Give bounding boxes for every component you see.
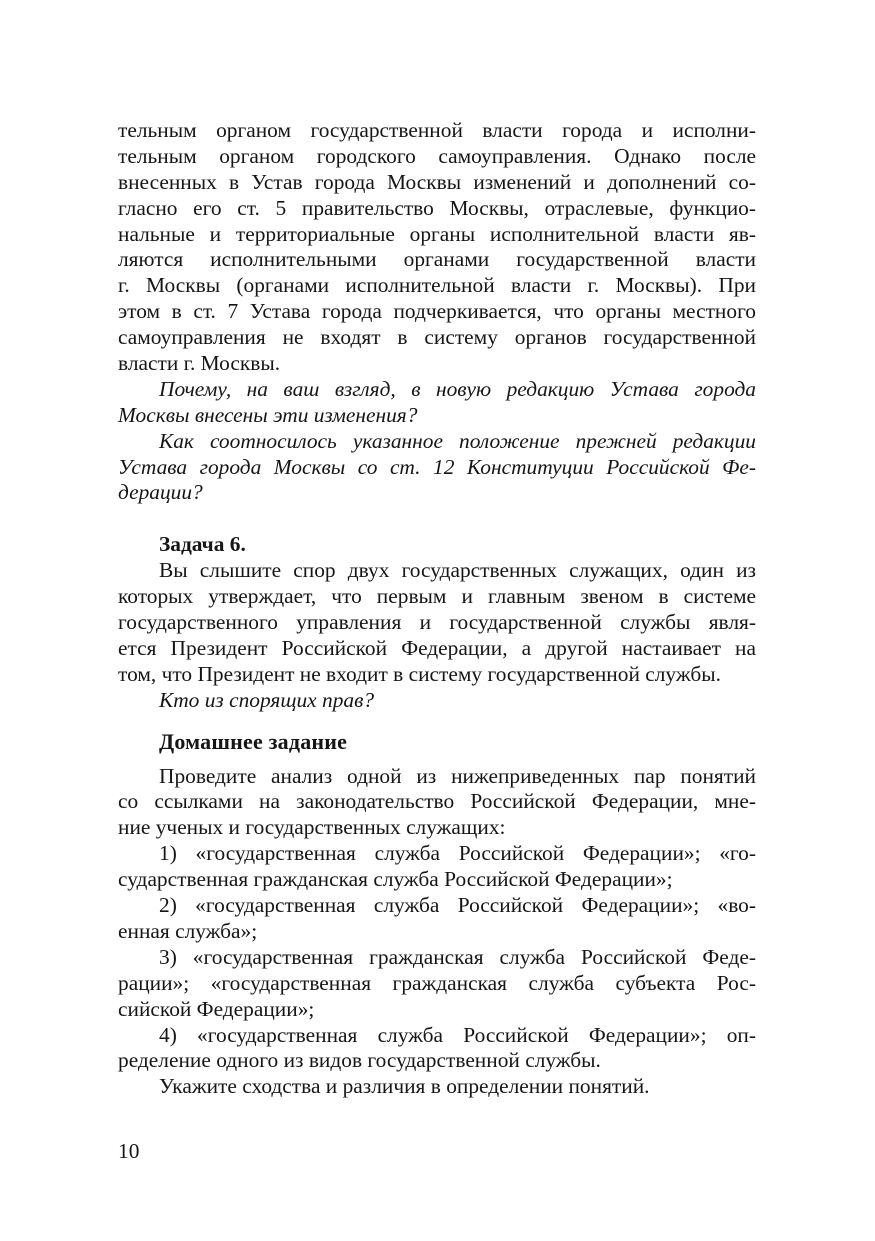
- text-line: тельным органом городского самоуправления. Однако после: [118, 143, 756, 168]
- text-line: Почему, на ваш взгляд, в новую редакцию Устава города: [159, 376, 756, 401]
- text-line: этом в ст. 7 Устава города подчеркивается, что органы местного: [118, 299, 756, 324]
- page-number: 10: [118, 1139, 140, 1163]
- text-line: ляются исполнительными органами государственной власти: [118, 247, 756, 272]
- text-line: енная служба»;: [118, 918, 258, 943]
- text-line: внесенных в Устав города Москвы изменений и дополнений со-: [118, 169, 756, 194]
- text-line: сударственная гражданская служба Российской Федерации»;: [118, 867, 673, 892]
- list-item: [118, 841, 756, 893]
- text-line: ется Президент Российской Федерации, а другой настаивает на: [118, 635, 756, 660]
- page-body: [118, 118, 756, 1100]
- list-item: [118, 1023, 756, 1075]
- text-line: дерации?: [118, 480, 203, 505]
- text-line: том, что Президент не входит в систему государственной службы.: [118, 661, 721, 686]
- question-paragraph: [118, 377, 756, 429]
- text-line: 1) «государственная служба Российской Федерации»; «го-: [159, 841, 756, 866]
- text-line: Устава города Москвы со ст. 12 Конституции Российской Фе-: [118, 454, 756, 479]
- text-line: ние ученых и государственных служащих:: [118, 815, 506, 840]
- task-question: Кто из спорящих прав?: [159, 687, 375, 712]
- question-paragraph: [118, 429, 756, 507]
- text-line: нальные и территориальные органы исполнительной власти яв-: [118, 221, 756, 246]
- text-line: ределение одного из видов государственной службы.: [118, 1048, 601, 1073]
- text-line: 4) «государственная служба Российской Федерации»; оп-: [159, 1022, 756, 1047]
- text-line: сийской Федерации»;: [118, 996, 315, 1021]
- list-item: [118, 893, 756, 945]
- section-heading: Домашнее задание: [159, 728, 348, 754]
- text-line: Вы слышите спор двух государственных служащих, один из: [159, 558, 756, 583]
- intro-paragraph: [118, 118, 756, 377]
- text-line: тельным органом государственной власти города и исполни-: [118, 118, 756, 142]
- text-line: гласно его ст. 5 правительство Москвы, отраслевые, функцио-: [118, 195, 756, 220]
- text-line: самоуправления не входят в систему органов государственной: [118, 325, 756, 350]
- text-line: г. Москвы (органами исполнительной власти г. Москвы). При: [118, 273, 756, 298]
- list-item: [118, 945, 756, 1023]
- text-line: Проведите анализ одной из нижеприведенных пар понятий: [159, 763, 756, 788]
- homework-intro: [118, 764, 756, 842]
- text-line: которых утверждает, что первым и главным звеном в системе: [118, 584, 756, 609]
- text-line: со ссылками на законодательство Российской Федерации, мне-: [118, 789, 756, 814]
- text-line: рации»; «государственная гражданская служба субъекта Рос-: [118, 970, 756, 995]
- task-6: [118, 532, 756, 713]
- text-line: государственного управления и государственной службы явля-: [118, 610, 756, 635]
- homework-conclusion: Укажите сходства и различия в определении понятий.: [159, 1074, 650, 1099]
- text-line: 3) «государственная гражданская служба Российской Феде-: [159, 944, 756, 969]
- text-line: власти г. Москвы.: [118, 351, 281, 376]
- task-heading: Задача 6.: [159, 532, 246, 557]
- text-line: Москвы внесены эти изменения?: [118, 402, 418, 427]
- text-line: Как соотносилось указанное положение прежней редакции: [159, 428, 756, 453]
- text-line: 2) «государственная служба Российской Федерации»; «во-: [159, 893, 756, 918]
